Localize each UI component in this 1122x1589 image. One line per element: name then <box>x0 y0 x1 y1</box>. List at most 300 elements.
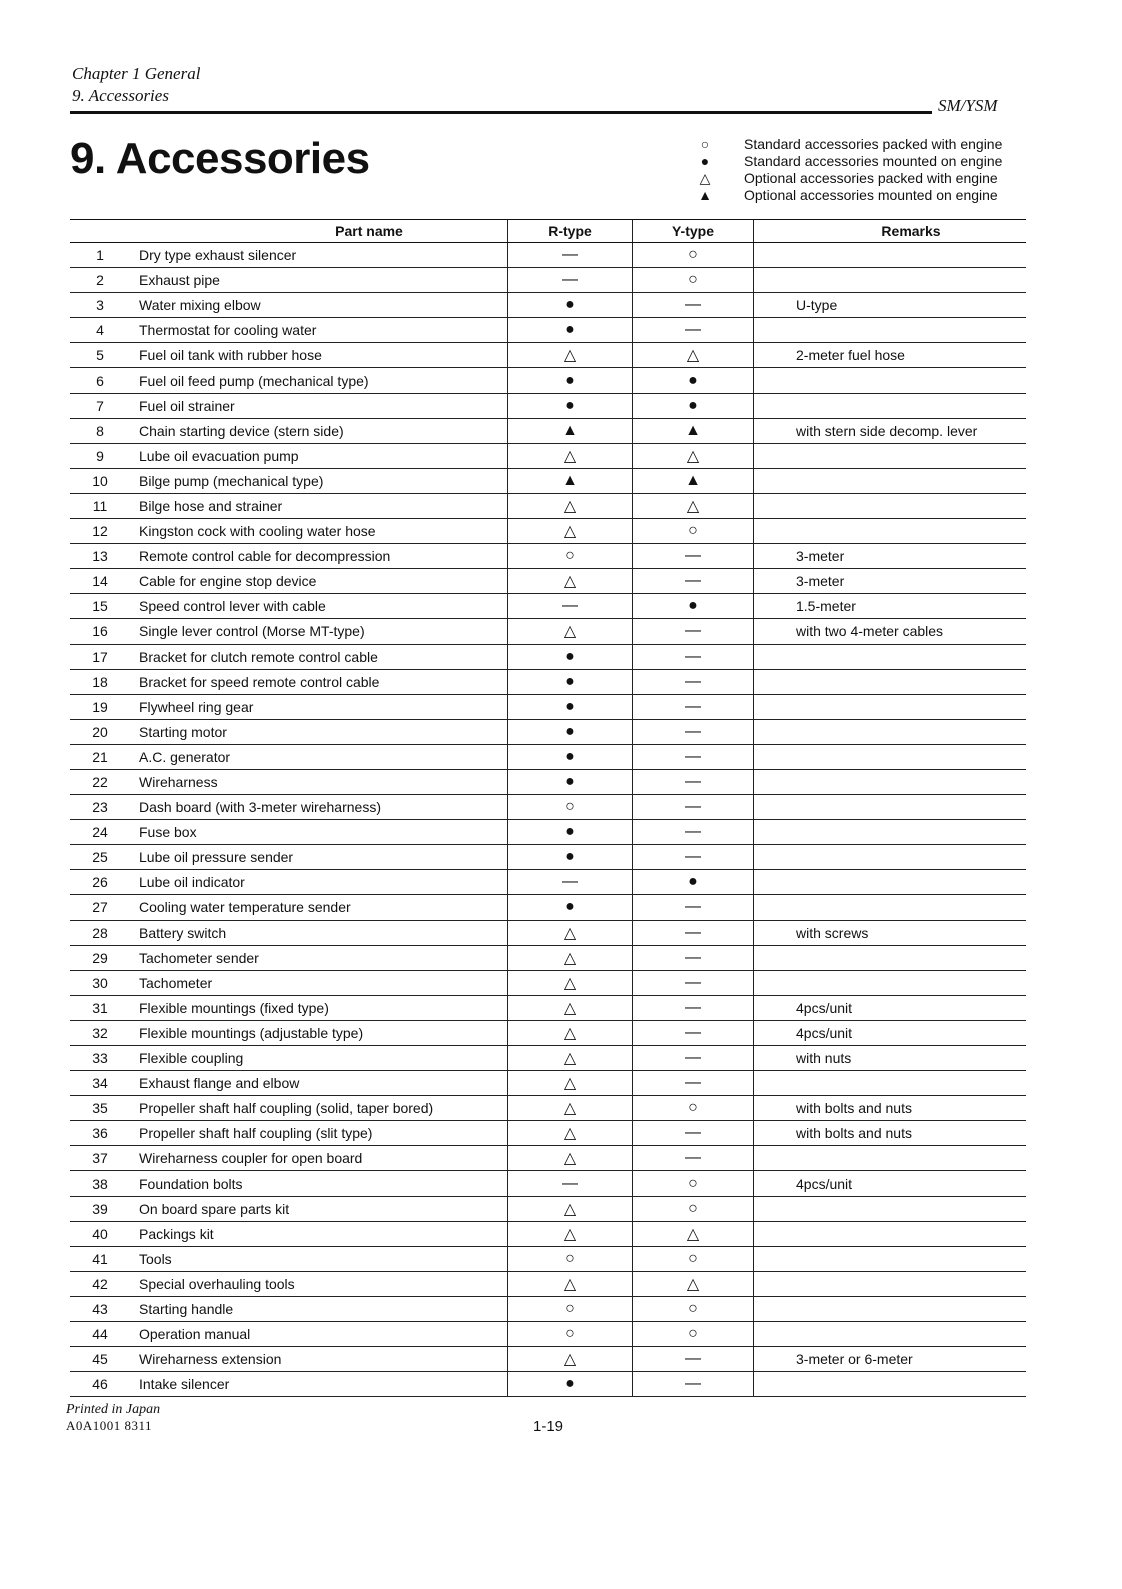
r-type-mark: ● <box>508 694 633 719</box>
r-type-mark: ● <box>508 293 633 318</box>
y-type-mark: ○ <box>633 1096 754 1121</box>
part-name: Remote control cable for decompression <box>130 544 508 569</box>
part-name: Fuel oil strainer <box>130 393 508 418</box>
r-type-mark: ▲ <box>508 418 633 443</box>
table-row <box>70 1296 1026 1321</box>
y-type-mark: ○ <box>633 1322 754 1347</box>
part-name: Speed control lever with cable <box>130 594 508 619</box>
legend-item <box>694 187 1002 204</box>
table-row <box>70 1347 1026 1372</box>
y-type-mark: △ <box>633 443 754 468</box>
remarks: with bolts and nuts <box>754 1096 1027 1121</box>
r-type-mark: ● <box>508 644 633 669</box>
row-number: 27 <box>70 895 130 920</box>
part-name: Dry type exhaust silencer <box>130 243 508 268</box>
row-number: 45 <box>70 1347 130 1372</box>
remarks <box>754 945 1027 970</box>
r-type-mark: ▲ <box>508 468 633 493</box>
r-type-mark: ● <box>508 744 633 769</box>
part-name: Propeller shaft half coupling (solid, taper bored) <box>130 1096 508 1121</box>
table-row <box>70 820 1026 845</box>
part-name: On board spare parts kit <box>130 1196 508 1221</box>
r-type-mark: △ <box>508 1271 633 1296</box>
part-name: Exhaust flange and elbow <box>130 1071 508 1096</box>
row-number: 14 <box>70 569 130 594</box>
header-no <box>70 220 130 243</box>
remarks <box>754 970 1027 995</box>
part-name: Flywheel ring gear <box>130 694 508 719</box>
r-type-mark: △ <box>508 1221 633 1246</box>
r-type-mark: ● <box>508 895 633 920</box>
remarks <box>754 268 1027 293</box>
remarks: with two 4-meter cables <box>754 619 1027 644</box>
y-type-mark: — <box>633 669 754 694</box>
row-number: 3 <box>70 293 130 318</box>
table-row <box>70 1221 1026 1246</box>
table-row <box>70 293 1026 318</box>
row-number: 4 <box>70 318 130 343</box>
y-type-mark: — <box>633 895 754 920</box>
y-type-mark: — <box>633 719 754 744</box>
r-type-mark: △ <box>508 1146 633 1171</box>
row-number: 25 <box>70 845 130 870</box>
r-type-mark: △ <box>508 970 633 995</box>
r-type-mark: △ <box>508 1347 633 1372</box>
legend-text: Optional accessories packed with engine <box>744 170 998 186</box>
y-type-mark: — <box>633 544 754 569</box>
page-number: 1-19 <box>533 1418 564 1435</box>
table-row <box>70 644 1026 669</box>
y-type-mark: ○ <box>633 243 754 268</box>
r-type-mark: △ <box>508 569 633 594</box>
y-type-mark: — <box>633 1071 754 1096</box>
legend <box>694 136 1002 204</box>
table-header-row <box>70 220 1026 243</box>
table-row <box>70 1171 1026 1196</box>
remarks <box>754 1322 1027 1347</box>
part-name: Propeller shaft half coupling (slit type) <box>130 1121 508 1146</box>
remarks <box>754 519 1027 544</box>
row-number: 42 <box>70 1271 130 1296</box>
remarks: 3-meter <box>754 544 1027 569</box>
y-type-mark: — <box>633 920 754 945</box>
remarks: 4pcs/unit <box>754 995 1027 1020</box>
y-type-mark: ● <box>633 368 754 393</box>
r-type-mark: △ <box>508 995 633 1020</box>
part-name: Wireharness <box>130 769 508 794</box>
r-type-mark: △ <box>508 1096 633 1121</box>
row-number: 2 <box>70 268 130 293</box>
y-type-mark: — <box>633 945 754 970</box>
part-name: Flexible mountings (adjustable type) <box>130 1020 508 1045</box>
legend-text: Optional accessories mounted on engine <box>744 187 998 203</box>
remarks <box>754 318 1027 343</box>
r-type-mark: ○ <box>508 1296 633 1321</box>
r-type-mark: ● <box>508 669 633 694</box>
r-type-mark: ○ <box>508 1246 633 1271</box>
table-row <box>70 594 1026 619</box>
remarks <box>754 1246 1027 1271</box>
table-row <box>70 1196 1026 1221</box>
table-row <box>70 870 1026 895</box>
r-type-mark: ● <box>508 368 633 393</box>
remarks: with bolts and nuts <box>754 1121 1027 1146</box>
legend-item <box>694 170 1002 187</box>
row-number: 26 <box>70 870 130 895</box>
row-number: 20 <box>70 719 130 744</box>
remarks: with screws <box>754 920 1027 945</box>
row-number: 12 <box>70 519 130 544</box>
y-type-mark: ○ <box>633 1246 754 1271</box>
y-type-mark: — <box>633 970 754 995</box>
y-type-mark: ○ <box>633 1171 754 1196</box>
open-triangle-icon: △ <box>699 170 711 186</box>
table-row <box>70 519 1026 544</box>
table-row <box>70 719 1026 744</box>
table-row <box>70 1271 1026 1296</box>
r-type-mark: ● <box>508 769 633 794</box>
remarks <box>754 669 1027 694</box>
part-name: Fuse box <box>130 820 508 845</box>
row-number: 24 <box>70 820 130 845</box>
r-type-mark: ● <box>508 820 633 845</box>
r-type-mark: △ <box>508 519 633 544</box>
part-name: Tachometer sender <box>130 945 508 970</box>
r-type-mark: — <box>508 1171 633 1196</box>
row-number: 40 <box>70 1221 130 1246</box>
filled-triangle-icon: ▲ <box>698 187 712 203</box>
table-row <box>70 694 1026 719</box>
row-number: 1 <box>70 243 130 268</box>
row-number: 30 <box>70 970 130 995</box>
open-circle-icon: ○ <box>700 136 710 152</box>
part-name: Starting handle <box>130 1296 508 1321</box>
legend-item <box>694 136 1002 153</box>
remarks: with nuts <box>754 1046 1027 1071</box>
row-number: 46 <box>70 1372 130 1397</box>
table-row <box>70 368 1026 393</box>
document-code: A0A1001 8311 <box>66 1418 153 1433</box>
row-number: 19 <box>70 694 130 719</box>
legend-text: Standard accessories mounted on engine <box>744 153 1003 169</box>
row-number: 22 <box>70 769 130 794</box>
header-remarks-label: Remarks <box>881 223 941 239</box>
model-label: SM/YSM <box>938 96 998 115</box>
row-number: 33 <box>70 1046 130 1071</box>
table-row <box>70 443 1026 468</box>
y-type-mark: — <box>633 293 754 318</box>
table-row <box>70 268 1026 293</box>
part-name: Water mixing elbow <box>130 293 508 318</box>
table-row <box>70 795 1026 820</box>
part-name: Special overhauling tools <box>130 1271 508 1296</box>
row-number: 38 <box>70 1171 130 1196</box>
part-name: Operation manual <box>130 1322 508 1347</box>
remarks: 2-meter fuel hose <box>754 343 1027 368</box>
header-y-type: Y-type <box>633 220 754 243</box>
y-type-mark: ● <box>633 870 754 895</box>
row-number: 16 <box>70 619 130 644</box>
row-number: 34 <box>70 1071 130 1096</box>
row-number: 6 <box>70 368 130 393</box>
part-name: Tachometer <box>130 970 508 995</box>
y-type-mark: ○ <box>633 268 754 293</box>
remarks <box>754 644 1027 669</box>
row-number: 44 <box>70 1322 130 1347</box>
part-name: Intake silencer <box>130 1372 508 1397</box>
r-type-mark: △ <box>508 920 633 945</box>
y-type-mark: — <box>633 1046 754 1071</box>
part-name: Flexible coupling <box>130 1046 508 1071</box>
header-rule <box>70 111 932 114</box>
remarks <box>754 393 1027 418</box>
remarks <box>754 719 1027 744</box>
remarks <box>754 468 1027 493</box>
r-type-mark: △ <box>508 343 633 368</box>
remarks <box>754 870 1027 895</box>
r-type-mark: ● <box>508 318 633 343</box>
table-row <box>70 845 1026 870</box>
y-type-mark: ▲ <box>633 468 754 493</box>
r-type-mark: △ <box>508 1071 633 1096</box>
part-name: Single lever control (Morse MT-type) <box>130 619 508 644</box>
y-type-mark: ● <box>633 393 754 418</box>
r-type-mark: — <box>508 268 633 293</box>
part-name: Packings kit <box>130 1221 508 1246</box>
row-number: 43 <box>70 1296 130 1321</box>
row-number: 13 <box>70 544 130 569</box>
table-row <box>70 243 1026 268</box>
row-number: 35 <box>70 1096 130 1121</box>
row-number: 15 <box>70 594 130 619</box>
table-row <box>70 920 1026 945</box>
r-type-mark: — <box>508 243 633 268</box>
row-number: 21 <box>70 744 130 769</box>
row-number: 10 <box>70 468 130 493</box>
part-name: Wireharness coupler for open board <box>130 1146 508 1171</box>
r-type-mark: △ <box>508 1121 633 1146</box>
row-number: 28 <box>70 920 130 945</box>
r-type-mark: △ <box>508 1196 633 1221</box>
part-name: Bracket for speed remote control cable <box>130 669 508 694</box>
row-number: 17 <box>70 644 130 669</box>
y-type-mark: △ <box>633 493 754 518</box>
y-type-mark: — <box>633 744 754 769</box>
remarks <box>754 744 1027 769</box>
r-type-mark: △ <box>508 443 633 468</box>
remarks <box>754 1296 1027 1321</box>
filled-circle-icon: ● <box>700 153 710 169</box>
table-row <box>70 1096 1026 1121</box>
remarks: 3-meter <box>754 569 1027 594</box>
y-type-mark: — <box>633 995 754 1020</box>
remarks <box>754 1372 1027 1397</box>
part-name: A.C. generator <box>130 744 508 769</box>
row-number: 23 <box>70 795 130 820</box>
r-type-mark: ● <box>508 1372 633 1397</box>
row-number: 18 <box>70 669 130 694</box>
y-type-mark: — <box>633 1146 754 1171</box>
y-type-mark: — <box>633 1372 754 1397</box>
part-name: Flexible mountings (fixed type) <box>130 995 508 1020</box>
part-name: Dash board (with 3-meter wireharness) <box>130 795 508 820</box>
remarks <box>754 1221 1027 1246</box>
remarks <box>754 1196 1027 1221</box>
r-type-mark: ● <box>508 845 633 870</box>
table-row <box>70 1046 1026 1071</box>
part-name: Battery switch <box>130 920 508 945</box>
remarks: 4pcs/unit <box>754 1171 1027 1196</box>
r-type-mark: △ <box>508 1046 633 1071</box>
table-row <box>70 970 1026 995</box>
part-name: Chain starting device (stern side) <box>130 418 508 443</box>
table-row <box>70 669 1026 694</box>
remarks <box>754 895 1027 920</box>
row-number: 29 <box>70 945 130 970</box>
r-type-mark: △ <box>508 945 633 970</box>
remarks: 4pcs/unit <box>754 1020 1027 1045</box>
table-row <box>70 393 1026 418</box>
remarks <box>754 368 1027 393</box>
printed-in-label: Printed in Japan <box>66 1402 161 1417</box>
remarks: with stern side decomp. lever <box>754 418 1027 443</box>
table-row <box>70 895 1026 920</box>
part-name: Lube oil pressure sender <box>130 845 508 870</box>
header-part-name-label: Part name <box>335 223 403 239</box>
y-type-mark: ● <box>633 594 754 619</box>
part-name: Fuel oil tank with rubber hose <box>130 343 508 368</box>
row-number: 41 <box>70 1246 130 1271</box>
table-row <box>70 1246 1026 1271</box>
table-row <box>70 1146 1026 1171</box>
row-number: 9 <box>70 443 130 468</box>
table-row <box>70 769 1026 794</box>
table-row <box>70 1020 1026 1045</box>
part-name: Foundation bolts <box>130 1171 508 1196</box>
part-name: Bracket for clutch remote control cable <box>130 644 508 669</box>
y-type-mark: — <box>633 1020 754 1045</box>
r-type-mark: ● <box>508 719 633 744</box>
row-number: 39 <box>70 1196 130 1221</box>
part-name: Tools <box>130 1246 508 1271</box>
r-type-mark: △ <box>508 619 633 644</box>
part-name: Kingston cock with cooling water hose <box>130 519 508 544</box>
r-type-mark: ○ <box>508 544 633 569</box>
table-row <box>70 995 1026 1020</box>
remarks: 1.5-meter <box>754 594 1027 619</box>
remarks <box>754 820 1027 845</box>
table-row <box>70 1071 1026 1096</box>
y-type-mark: ○ <box>633 1196 754 1221</box>
table-row <box>70 318 1026 343</box>
part-name: Cable for engine stop device <box>130 569 508 594</box>
r-type-mark: △ <box>508 493 633 518</box>
table-row <box>70 468 1026 493</box>
header-part-name <box>130 220 508 243</box>
table-row <box>70 569 1026 594</box>
y-type-mark: ▲ <box>633 418 754 443</box>
row-number: 7 <box>70 393 130 418</box>
y-type-mark: — <box>633 795 754 820</box>
remarks: 3-meter or 6-meter <box>754 1347 1027 1372</box>
y-type-mark: — <box>633 1347 754 1372</box>
remarks <box>754 1071 1027 1096</box>
part-name: Cooling water temperature sender <box>130 895 508 920</box>
part-name: Thermostat for cooling water <box>130 318 508 343</box>
remarks <box>754 243 1027 268</box>
header-remarks <box>754 220 1027 243</box>
y-type-mark: — <box>633 820 754 845</box>
y-type-mark: △ <box>633 343 754 368</box>
row-number: 37 <box>70 1146 130 1171</box>
table-row <box>70 744 1026 769</box>
section-heading: 9. Accessories <box>72 86 169 105</box>
y-type-mark: — <box>633 769 754 794</box>
page-title: 9. Accessories <box>70 134 370 183</box>
header-r-type: R-type <box>508 220 633 243</box>
y-type-mark: △ <box>633 1271 754 1296</box>
part-name: Wireharness extension <box>130 1347 508 1372</box>
row-number: 36 <box>70 1121 130 1146</box>
legend-item <box>694 153 1002 170</box>
chapter-heading: Chapter 1 General <box>72 64 201 83</box>
part-name: Starting motor <box>130 719 508 744</box>
r-type-mark: — <box>508 870 633 895</box>
y-type-mark: — <box>633 644 754 669</box>
table-body <box>70 243 1026 1397</box>
table-row <box>70 945 1026 970</box>
remarks <box>754 1146 1027 1171</box>
remarks <box>754 694 1027 719</box>
part-name: Lube oil evacuation pump <box>130 443 508 468</box>
y-type-mark: — <box>633 1121 754 1146</box>
row-number: 11 <box>70 493 130 518</box>
row-number: 8 <box>70 418 130 443</box>
y-type-mark: — <box>633 619 754 644</box>
remarks <box>754 795 1027 820</box>
table-row <box>70 1121 1026 1146</box>
row-number: 31 <box>70 995 130 1020</box>
table-row <box>70 493 1026 518</box>
r-type-mark: ○ <box>508 795 633 820</box>
r-type-mark: ● <box>508 393 633 418</box>
part-name: Bilge hose and strainer <box>130 493 508 518</box>
table-row <box>70 418 1026 443</box>
table-row <box>70 544 1026 569</box>
remarks <box>754 769 1027 794</box>
row-number: 32 <box>70 1020 130 1045</box>
table-row <box>70 343 1026 368</box>
remarks <box>754 1271 1027 1296</box>
y-type-mark: ○ <box>633 1296 754 1321</box>
y-type-mark: — <box>633 569 754 594</box>
r-type-mark: △ <box>508 1020 633 1045</box>
row-number: 5 <box>70 343 130 368</box>
remarks: U-type <box>754 293 1027 318</box>
table-row <box>70 1372 1026 1397</box>
table-row <box>70 1322 1026 1347</box>
r-type-mark: ○ <box>508 1322 633 1347</box>
part-name: Fuel oil feed pump (mechanical type) <box>130 368 508 393</box>
part-name: Bilge pump (mechanical type) <box>130 468 508 493</box>
y-type-mark: — <box>633 694 754 719</box>
y-type-mark: — <box>633 845 754 870</box>
y-type-mark: ○ <box>633 519 754 544</box>
r-type-mark: — <box>508 594 633 619</box>
legend-text: Standard accessories packed with engine <box>744 136 1003 152</box>
remarks <box>754 845 1027 870</box>
y-type-mark: — <box>633 318 754 343</box>
